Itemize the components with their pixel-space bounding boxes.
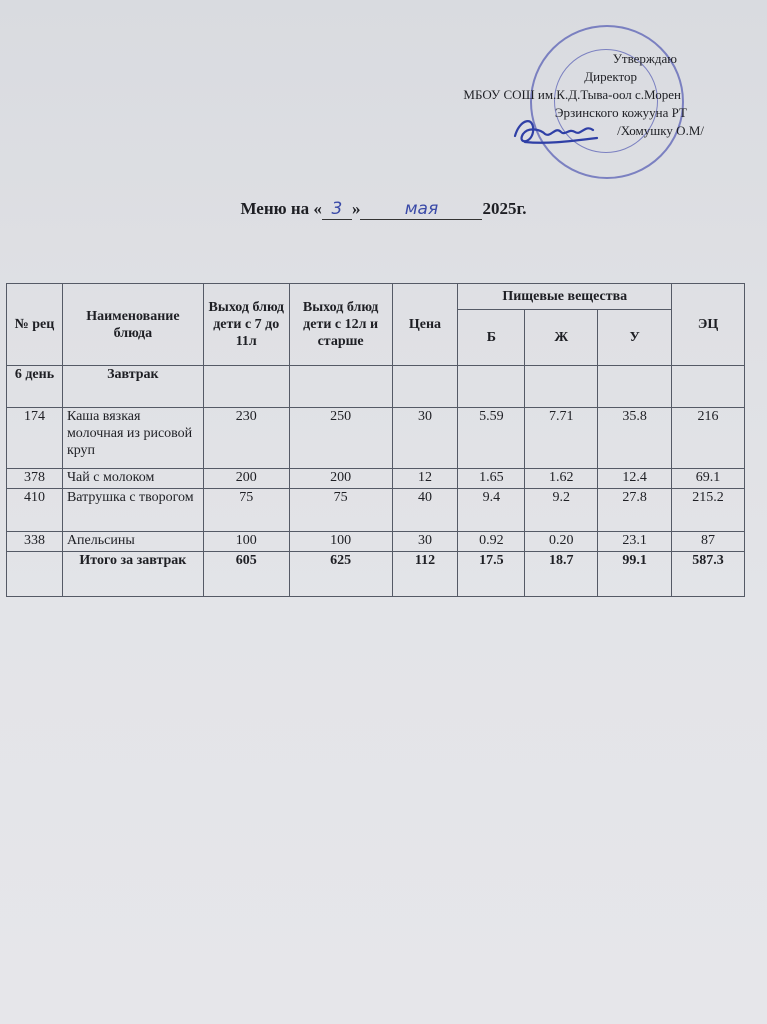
- table-row: [7, 532, 745, 552]
- cell-name: Апельсины: [62, 532, 203, 552]
- cell-u: 23.1: [598, 532, 672, 552]
- cell-price: 40: [392, 489, 458, 532]
- cell-out12: 200: [289, 469, 392, 489]
- title-month: мая: [360, 199, 482, 220]
- menu-table: [6, 283, 745, 597]
- approval-line-3: МБОУ СОШ им.К.Д.Тыва-оол с.Морен: [463, 87, 681, 102]
- header-ec: ЭЦ: [672, 284, 745, 366]
- table-row: [7, 408, 745, 469]
- header-name: Наименование блюда: [62, 284, 203, 366]
- cell-num: 174: [7, 408, 63, 469]
- cell-price: 30: [392, 532, 458, 552]
- header-num: № рец: [7, 284, 63, 366]
- cell-out12: 75: [289, 489, 392, 532]
- title-prefix: Меню на «: [240, 199, 322, 218]
- cell-name: Ватрушка с творогом: [62, 489, 203, 532]
- header-zh: Ж: [525, 310, 598, 366]
- header-u: У: [598, 310, 672, 366]
- cell-ec: 87: [672, 532, 745, 552]
- total-price: 112: [392, 552, 458, 597]
- cell-zh: 0.20: [525, 532, 598, 552]
- menu-title: [0, 199, 767, 220]
- cell-u: 27.8: [598, 489, 672, 532]
- section-row: [7, 366, 745, 408]
- cell-b: 9.4: [458, 489, 525, 532]
- cell-price: 12: [392, 469, 458, 489]
- cell-num: 338: [7, 532, 63, 552]
- cell-out7: 230: [203, 408, 289, 469]
- total-out12: 625: [289, 552, 392, 597]
- cell-u: 12.4: [598, 469, 672, 489]
- header-b: Б: [458, 310, 525, 366]
- header-out12: Выход блюд дети с 12л и старше: [289, 284, 392, 366]
- cell-out12: 100: [289, 532, 392, 552]
- table-row: [7, 489, 745, 532]
- approval-line-4: Эрзинского кожууна РТ: [554, 105, 687, 120]
- title-year: 2025г.: [482, 199, 527, 218]
- title-mid: »: [351, 199, 361, 218]
- total-ec: 587.3: [672, 552, 745, 597]
- cell-num: 378: [7, 469, 63, 489]
- cell-zh: 7.71: [525, 408, 598, 469]
- cell-out7: 75: [203, 489, 289, 532]
- cell-out7: 200: [203, 469, 289, 489]
- total-out7: 605: [203, 552, 289, 597]
- cell-zh: 9.2: [525, 489, 598, 532]
- total-b: 17.5: [458, 552, 525, 597]
- cell-u: 35.8: [598, 408, 672, 469]
- header-out7: Выход блюд дети с 7 до 11л: [203, 284, 289, 366]
- cell-name: Чай с молоком: [62, 469, 203, 489]
- cell-ec: 215.2: [672, 489, 745, 532]
- cell-price: 30: [392, 408, 458, 469]
- total-zh: 18.7: [525, 552, 598, 597]
- total-row: [7, 552, 745, 597]
- cell-num: 410: [7, 489, 63, 532]
- approval-line-2: Директор: [584, 69, 637, 84]
- section-day: 6 день: [7, 366, 63, 408]
- total-u: 99.1: [598, 552, 672, 597]
- cell-b: 0.92: [458, 532, 525, 552]
- title-day: 3: [322, 199, 352, 220]
- total-label: Итого за завтрак: [62, 552, 203, 597]
- cell-out7: 100: [203, 532, 289, 552]
- cell-zh: 1.62: [525, 469, 598, 489]
- header-nutrients: Пищевые вещества: [458, 284, 672, 310]
- cell-out12: 250: [289, 408, 392, 469]
- director-signature: [505, 108, 605, 153]
- cell-b: 1.65: [458, 469, 525, 489]
- header-price: Цена: [392, 284, 458, 366]
- approval-line-1: Утверждаю: [612, 51, 677, 66]
- cell-name: Каша вязкая молочная из рисовой круп: [62, 408, 203, 469]
- approval-line-5: /Хомушку О.М/: [617, 123, 704, 138]
- table-row: [7, 469, 745, 489]
- cell-ec: 216: [672, 408, 745, 469]
- section-meal: Завтрак: [62, 366, 203, 408]
- cell-ec: 69.1: [672, 469, 745, 489]
- cell-b: 5.59: [458, 408, 525, 469]
